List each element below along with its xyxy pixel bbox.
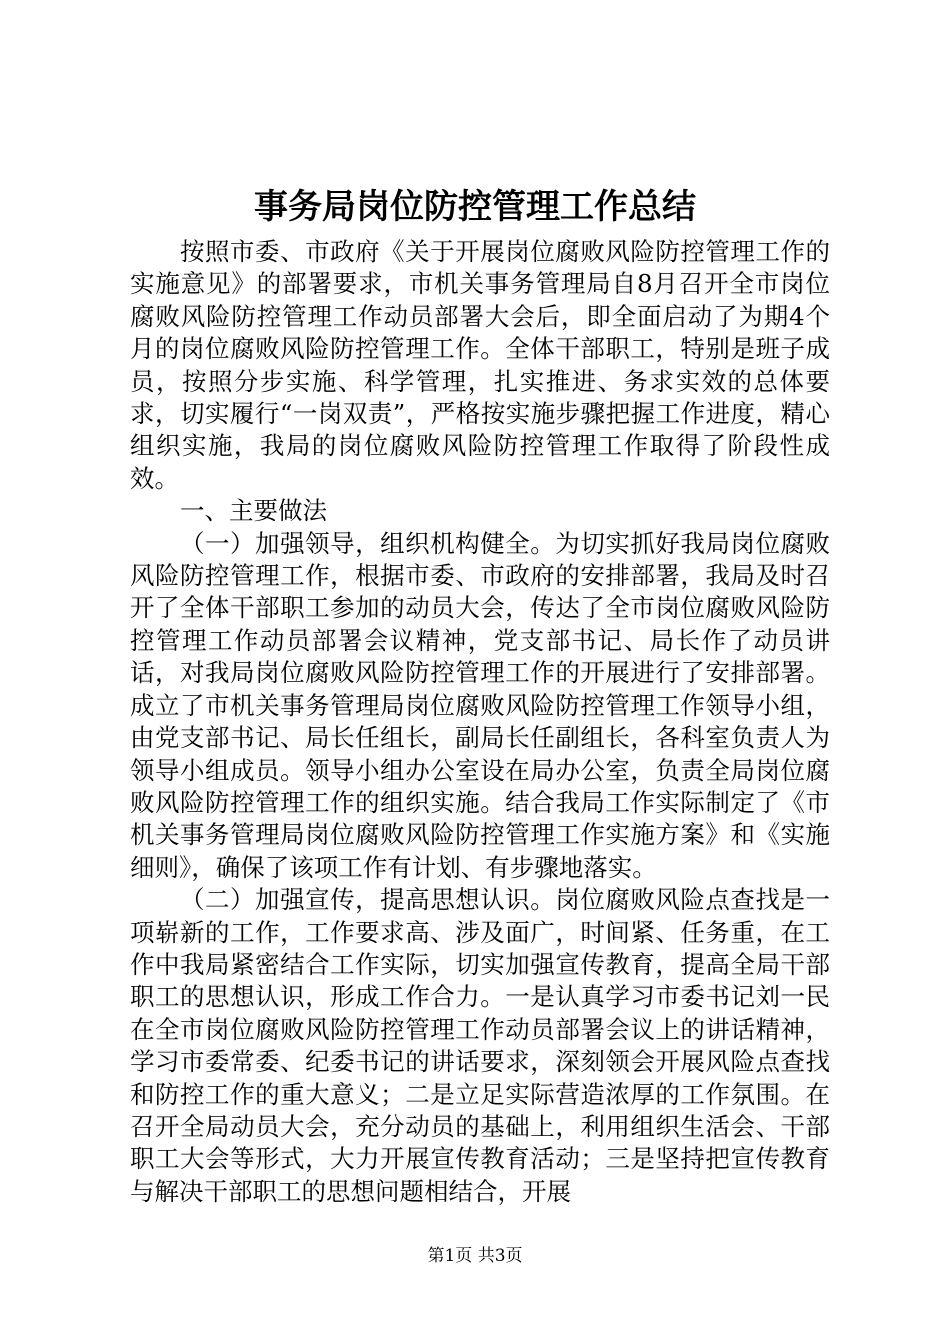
- section-heading-main-practices: 一、主要做法: [180, 496, 327, 526]
- paragraph-leadership: （一）加强领导，组织机构健全。为切实抓好我局岗位腐败风险防控管理工作，根据市委、市政府的安排部署，我局及时召开了全体干部职工参加的动员大会，传达了全市岗位腐败风险防控管理工作动员部署会议精神，党支部书记、局长作了动员讲话，对我局岗位腐败风险防控管理工作的开展进行了安排部署。成立了市机关事务管理局岗位腐败风险防控管理工作领导小组，由党支部书记、局长任组长，副局长任副组长，各科室负责人为领导小组成员。领导小组办公室设在局办公室，负责全局岗位腐败风险防控管理工作的组织实施。结合我局工作实际制定了《市机关事务管理局岗位腐败风险防控管理工作实施方案》和《实施细则》，确保了该项工作有计划、有步骤地落实。: [130, 528, 830, 882]
- paragraph-intro: 按照市委、市政府《关于开展岗位腐败风险防控管理工作的实施意见》的部署要求，市机关事务管理局自8月召开全市岗位腐败风险防控管理工作动员部署大会后，即全面启动了为期4个月的岗位腐败风险防控管理工作。全体干部职工，特别是班子成员，按照分步实施、科学管理，扎实推进、务求实效的总体要求，切实履行“一岗双责”，严格按实施步骤把握工作进度，精心组织实施，我局的岗位腐败风险防控管理工作取得了阶段性成效。: [130, 237, 830, 493]
- paragraph-publicity: （二）加强宣传，提高思想认识。岗位腐败风险点查找是一项崭新的工作，工作要求高、涉及面广，时间紧、任务重，在工作中我局紧密结合工作实际，切实加强宣传教育，提高全局干部职工的思想认识，形成工作合力。一是认真学习市委书记刘一民在全市岗位腐败风险防控管理工作动员部署会议上的讲话精神，学习市委常委、纪委书记的讲话要求，深刻领会开展风险点查找和防控工作的重大意义；二是立足实际营造浓厚的工作氛围。在召开全局动员大会，充分动员的基础上，利用组织生活会、干部职工大会等形式，大力开展宣传教育活动；三是坚持把宣传教育与解决干部职工的思想问题相结合，开展: [130, 885, 830, 1206]
- document-title: 事务局岗位防控管理工作总结: [254, 187, 696, 227]
- page-number-footer: 第1页 共3页: [427, 1246, 523, 1266]
- document-body: [130, 236, 830, 1208]
